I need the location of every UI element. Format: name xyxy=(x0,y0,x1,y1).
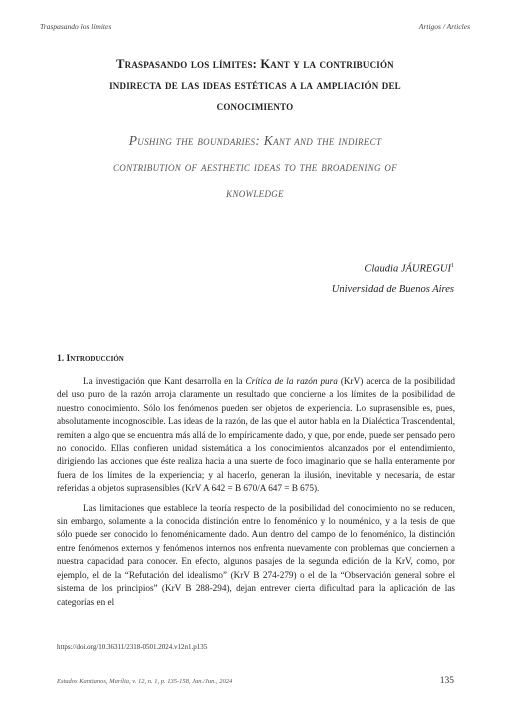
paragraph-2: Las limitaciones que establece la teoría respecto de la posibilidad del conocimiento no se reducen, sin embargo, solamente a la conocida distinción entre lo fenoménico y lo nouménico, y a la tesis de que sólo puede ser conocido lo fenoménicamente dado. Aun dentro del campo de lo fenoménico, la distinción entre fenómenos externos y fenómenos internos nos enfrenta nuevamente con problemas que conciernen a nuestra capacidad para conocer. En efecto, algunos pasajes de la segunda edición de la KrV, como, por ejemplo, el de la “Refutación del idealismo” (KrV B 274-279) o el de la “Observación general sobre el sistema de los principios” (KrV B 288-294), dejan entrever cierta dificultad para la aplicación de las categorías en el xyxy=(57,502,455,607)
running-header-right: Artigos / Articles xyxy=(418,22,470,31)
title-es-line3: conocimiento xyxy=(216,99,294,113)
section-heading: 1. Introducción xyxy=(57,354,124,364)
author-affiliation: Universidad de Buenos Aires xyxy=(331,283,454,295)
article-title-spanish xyxy=(40,54,470,117)
author-name: Claudia JÁUREGUI xyxy=(364,263,451,275)
title-es-line1: Traspasando los límites: Kant y la contribución xyxy=(116,57,394,71)
author-footnote-mark[interactable]: 1 xyxy=(451,263,454,269)
paragraph-1 xyxy=(57,375,455,496)
page-number: 135 xyxy=(439,676,454,686)
article-body xyxy=(57,375,455,615)
title-en-line2: contribution of aesthetic ideas to the broadening of xyxy=(112,159,398,174)
author-block xyxy=(332,256,454,300)
title-es-line2: indirecta de las ideas estéticas a la ampliación del xyxy=(109,78,401,92)
title-en-line1: Pushing the boundaries: Kant and the indirect xyxy=(128,133,382,148)
doi-link[interactable]: https://doi.org/10.36311/2318-0501.2024.v12n1.p135 xyxy=(57,643,208,651)
running-header xyxy=(40,22,470,31)
title-en-line3: knowledge xyxy=(226,185,284,200)
running-header-left: Traspasando los límites xyxy=(40,22,112,31)
paragraph-1-start: La investigación que Kant desarrolla en la xyxy=(83,376,246,386)
paragraph-1-rest: (KrV) acerca de la posibilidad del uso puro de la razón arroja claramente un resultado que concierne a los límites de la posibilidad de nuestro conocimiento. Sólo los fenómenos pueden ser objetos de experiencia. Lo suprasensible es, pues, absolutamente incognoscible. Las ideas de la razón, de las que el autor habla en la Dialéctica Trascendental, remiten a algo que se encuentra más allá de lo empíricamente dado, y que, por ende, puede ser pensado pero no conocido. Ellas confieren unidad sistemática a los conocimientos alcanzados por el entendimiento, dirigiendo las acciones que éste realiza hacia a una suerte de foco imaginario que se halla enteramente por fuera de los límites de la experiencia; y al hacerlo, generan la ilusión, inevitable y necesaria, de estar referidas a objetos suprasensibles (KrV A 642 = B 670/A 647 = B 675). xyxy=(57,376,455,494)
page-footer xyxy=(57,676,454,686)
journal-citation: Estudos Kantianos, Marília, v. 12, n. 1, p. 135-158, Jan./Jun., 2024 xyxy=(57,678,233,685)
book-title: Crítica de la razón pura xyxy=(245,376,338,386)
article-title-english xyxy=(40,128,470,206)
